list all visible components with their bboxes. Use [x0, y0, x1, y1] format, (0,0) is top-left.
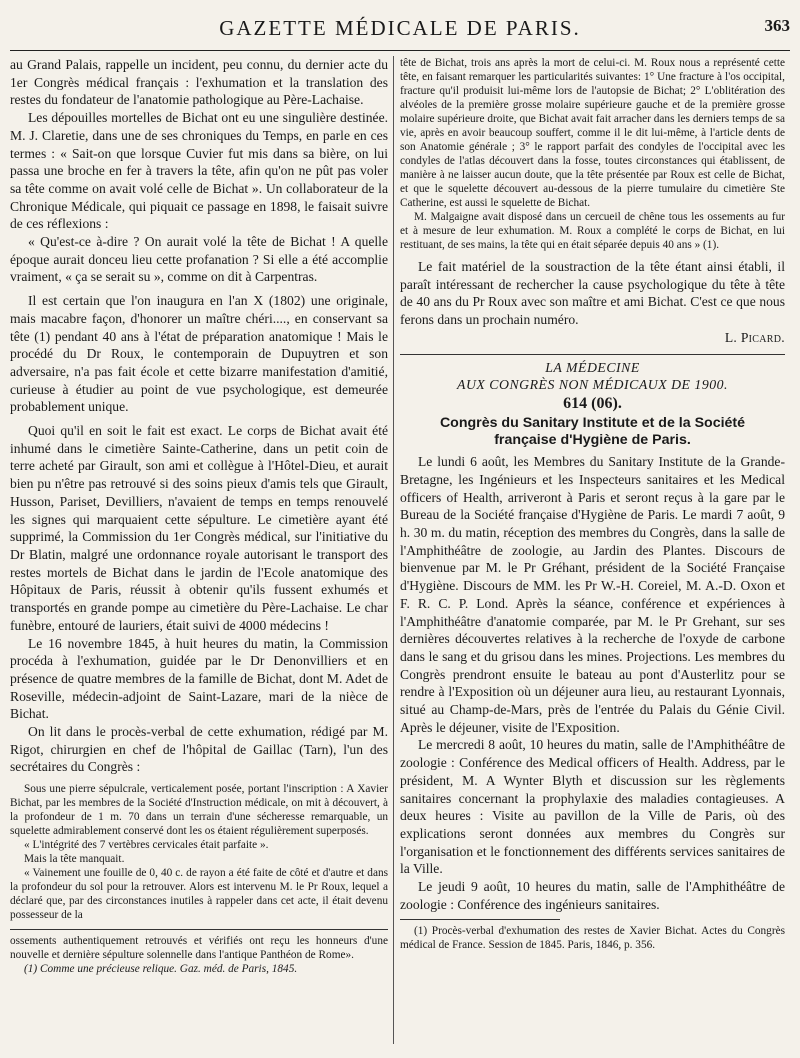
quote-paragraph: « L'intégrité des 7 vertèbres cervicales était parfaite ». — [24, 839, 269, 852]
quote-paragraph: M. Malgaigne avait disposé dans un cercueil de chêne tous les ossements au fur et à mesure de leur exhumation. M. Roux a complété le corps de Bichat, en lui restituant, de ses mains, la tête qui en était séparée depuis 40 ans » (1). — [400, 211, 785, 251]
paragraph: Le jeudi 9 août, 10 heures du matin, salle de l'Amphithéâtre de zoologie : Conférence des ingénieurs sanitaires. — [400, 879, 785, 912]
footnote-divider — [10, 929, 388, 930]
paragraph: Le 16 novembre 1845, à huit heures du matin, la Commission procéda à l'exhumation, guidée par le Dr Denonvilliers et en présence de quatre membres de la famille de Bichat, dont M. Adet de Roseville, médecin-adjoint de Saint-Lazare, mari de la nièce de Bichat. — [10, 635, 388, 722]
paragraph: Il est certain que l'on inaugura en l'an X (1802) une originale, mais macabre façon, d'honorer un maître chéri...., en conservant sa tête (1) pendant 40 ans à l'état de préparation anatomique ! Mais le procédé du Dr Roux, le contemporain de Dupuytren et son adversaire, n'a pas fait école et cette bizarre manifestation d'amitié, curieuse à étudier au point de vue psychologique, est demeurée probablement unique. — [10, 293, 388, 415]
page-number: 363 — [764, 16, 790, 35]
footnotes — [10, 934, 388, 976]
quoted-report-continued — [400, 56, 785, 252]
footnote: (1) Comme une précieuse relique. Gaz. méd. de Paris, 1845. — [24, 963, 298, 976]
section-divider — [400, 354, 785, 355]
paragraph: « Qu'est-ce à-dire ? On aurait volé la tête de Bichat ! A quelle époque aurait donceu lieu cette profanation ? Si elle a été accomplie vraiment, « ça se serait su », comme on dit à Carpentras. — [10, 234, 388, 285]
section-subtitle: AUX CONGRÈS NON MÉDICAUX DE 1900. — [457, 376, 728, 392]
left-column — [10, 56, 388, 1048]
right-column — [400, 56, 785, 1048]
paragraph: Le lundi 6 août, les Membres du Sanitary Institute de la Grande-Bretagne, les Ingénieurs et les Inspecteurs sanitaires et les Medical officers of Health, arriveront à Paris et seront reçus à la gare par le Bureau de la Société française d'Hygiène de Paris. Le mardi 7 août, 9 h. 30 m. du matin, réception des membres du Congrès, dans la salle de l'Amphithéâtre de zoologie, au Jardin des Plantes. Discours de bienvenue par M. le Pr Gréhant, président de la Société Française d'Hygiène. Discours de MM. les Pr W.-H. Coreiel, M. A.-D. Oxon et F. R. C. P. Lond. Après la séance, conférence et expériences à l'Amphithéâtre d'anatomie comparée, par M. le Pr Grehant, sur ses dernières découvertes relatives à la recherche de l'oxyde de carbone dans le sang et du grisou dans les mines. Projections. Les membres du Congrès prendront ensuite le bateau au pont d'Austerlitz pour se rendre à l'Exposition où un déjeuner aura lieu, au restaurant Lyonnais, situé au Champ-de-Mars, près de l'entrée du Palais du Génie Civil. Après le déjeuner, visite de l'Exposition. — [400, 454, 785, 735]
paragraph: au Grand Palais, rappelle un incident, peu connu, du dernier acte du 1er Congrès médical français : l'exhumation et la translation des restes du fondateur de l'anatomie pathologique au Père-Lachaise. — [10, 57, 388, 108]
quote-paragraph: Sous une pierre sépulcrale, verticalement posée, portant l'inscription : A Xavier Bichat, par les membres de la Société d'Instruction médicale, on mit à découvert, à la profondeur de 1 m. 70 dans un terrain d'une sécheresse remarquable, un squelette admirablement conservé dont les os étaient régulièrement superposés. — [10, 783, 388, 838]
footnote-divider — [400, 919, 560, 920]
footnotes — [400, 924, 785, 952]
column-divider — [393, 56, 394, 1044]
quote-paragraph: tête de Bichat, trois ans après la mort de celui-ci. M. Roux nous a représenté cette tête, en faisant remarquer les particularités suivantes: 1° Une fracture à l'os occipital, fracture qu'il produisit lui-même lors de l'autopsie de Bichat; 2° L'oblitération des alvéoles de la première grosse molaire supérieure gauche et de la première grosse molaire supérieure droite, que Bichat avait fait arracher dans les derniers temps de sa vie, après en avoir beaucoup souffert, comme il le dit lui-même, à l'article dents de son Anatomie générale ; 3° le rapport parfait des condyles de l'occipital avec les condyles de l'atlas découvert dans la fosse, toutes circonstances qui établissent, de manière à ne laisser aucun doute, que la tête présentée par Roux est celle de Bichat, et que le squelette découvert au-dessous de la pierre tumulaire du cimetière Ste Catherine, est aussi le squelette de Bichat. — [400, 57, 785, 209]
journal-title: GAZETTE MÉDICALE DE PARIS. — [219, 16, 581, 40]
paragraph: Les dépouilles mortelles de Bichat ont eu une singulière destinée. M. J. Claretie, dans une de ses chroniques du Temps, en parle en ces termes : « Sait-on que lorsque Cuvier fut mis dans sa bière, on lui passa une broche en fer à travers la tête, afin qu'on ne pût pas voler sa tête comme on avait volé celle de Bichat ». Un collaborateur de la Chronique Médicale, qui piquait ce passage en 1898, le faisait suivre de ces réflexions : — [10, 110, 388, 232]
author-signature: L. Picard. — [724, 329, 785, 345]
section-number: 614 (06). — [563, 394, 622, 412]
section-title: LA MÉDECINE — [545, 359, 640, 375]
paragraph: Le mercredi 8 août, 10 heures du matin, salle de l'Amphithéâtre de zoologie : Conférence des Medical officers of Health. Address, par le président, M. A Wynter Blyth et discussion sur les règlements sanitaires concernant la prophylaxie des maladies contagieuses. A deux heures : Visite au pavillon de la Ville de Paris, où des explications seront données aux membres du Congrès sur l'organisation et le fonctionnement des différents services sanitaires de la Ville. — [400, 737, 785, 877]
quote-paragraph: « Vainement une fouille de 0, 40 c. de rayon a été faite de côté et d'autre et dans la profondeur du sol pour la retrouver. Alors est intervenu M. le Pr Roux, lequel a déclaré que, par des circonstances inutiles à rappeler dans cet acte, il était devenu possesseur de la — [10, 867, 388, 922]
quote-paragraph: Mais la tête manquait. — [24, 853, 125, 866]
paragraph: Quoi qu'il en soit le fait est exact. Le corps de Bichat avait été inhumé dans le cimetière Sainte-Catherine, dans un petit coin de terre acheté par Girault, son ami et collègue à l'Hôtel-Dieu, et aurait bien pu n'être pas retrouvé si des soins pieux d'amis tels que Girault, Husson, Pariset, Devilliers, n'avaient de temps en temps renouvelé les signes qui marquaient cette sépulture. Le cimetière ayant été supprimé, la Commission du 1er Congrès médical, sur l'initiative du Dr Blatin, malgré une ordonnance royale autorisant le transport des restes mortels de Bichat dans le jardin de l'Ecole anatomique des Hôpitaux de Paris, réussit à obtenir qu'ils fussent exhumés et transportés en grande pompe au cimetière du Père-Lachaise. Le char funèbre, entouré de lauriers, était suivi de 4000 médecins ! — [10, 423, 388, 633]
footnote-continuation: ossements authentiquement retrouvés et vérifiés ont reçu les honneurs d'une nouvelle et dernière sépulture solennelle dans l'antique Panthéon de Rome». — [10, 935, 388, 962]
section-heading: Congrès du Sanitary Institute et de la Société — [439, 415, 746, 432]
paragraph: On lit dans le procès-verbal de cette exhumation, rédigé par M. Rigot, chirurgien en chef de l'hôpital de Gaillac (Tarn), l'un des secrétaires du Congrès : — [10, 724, 388, 775]
running-header — [10, 0, 790, 51]
footnote: (1) Procès-verbal d'exhumation des restes de Xavier Bichat. Actes du Congrès médical de France. Session de 1845. Paris, 1846, p. 356. — [400, 924, 785, 951]
section-heading: française d'Hygiène de Paris. — [494, 432, 691, 449]
paragraph: Le fait matériel de la soustraction de la tête étant ainsi établi, il paraît intéressant de rechercher la cause psychologique du tête à tête de 40 ans du Pr Roux avec son maître et ami Bichat. C'est ce que nous ferons dans un prochain numéro. — [400, 259, 785, 328]
quoted-report — [10, 782, 388, 922]
